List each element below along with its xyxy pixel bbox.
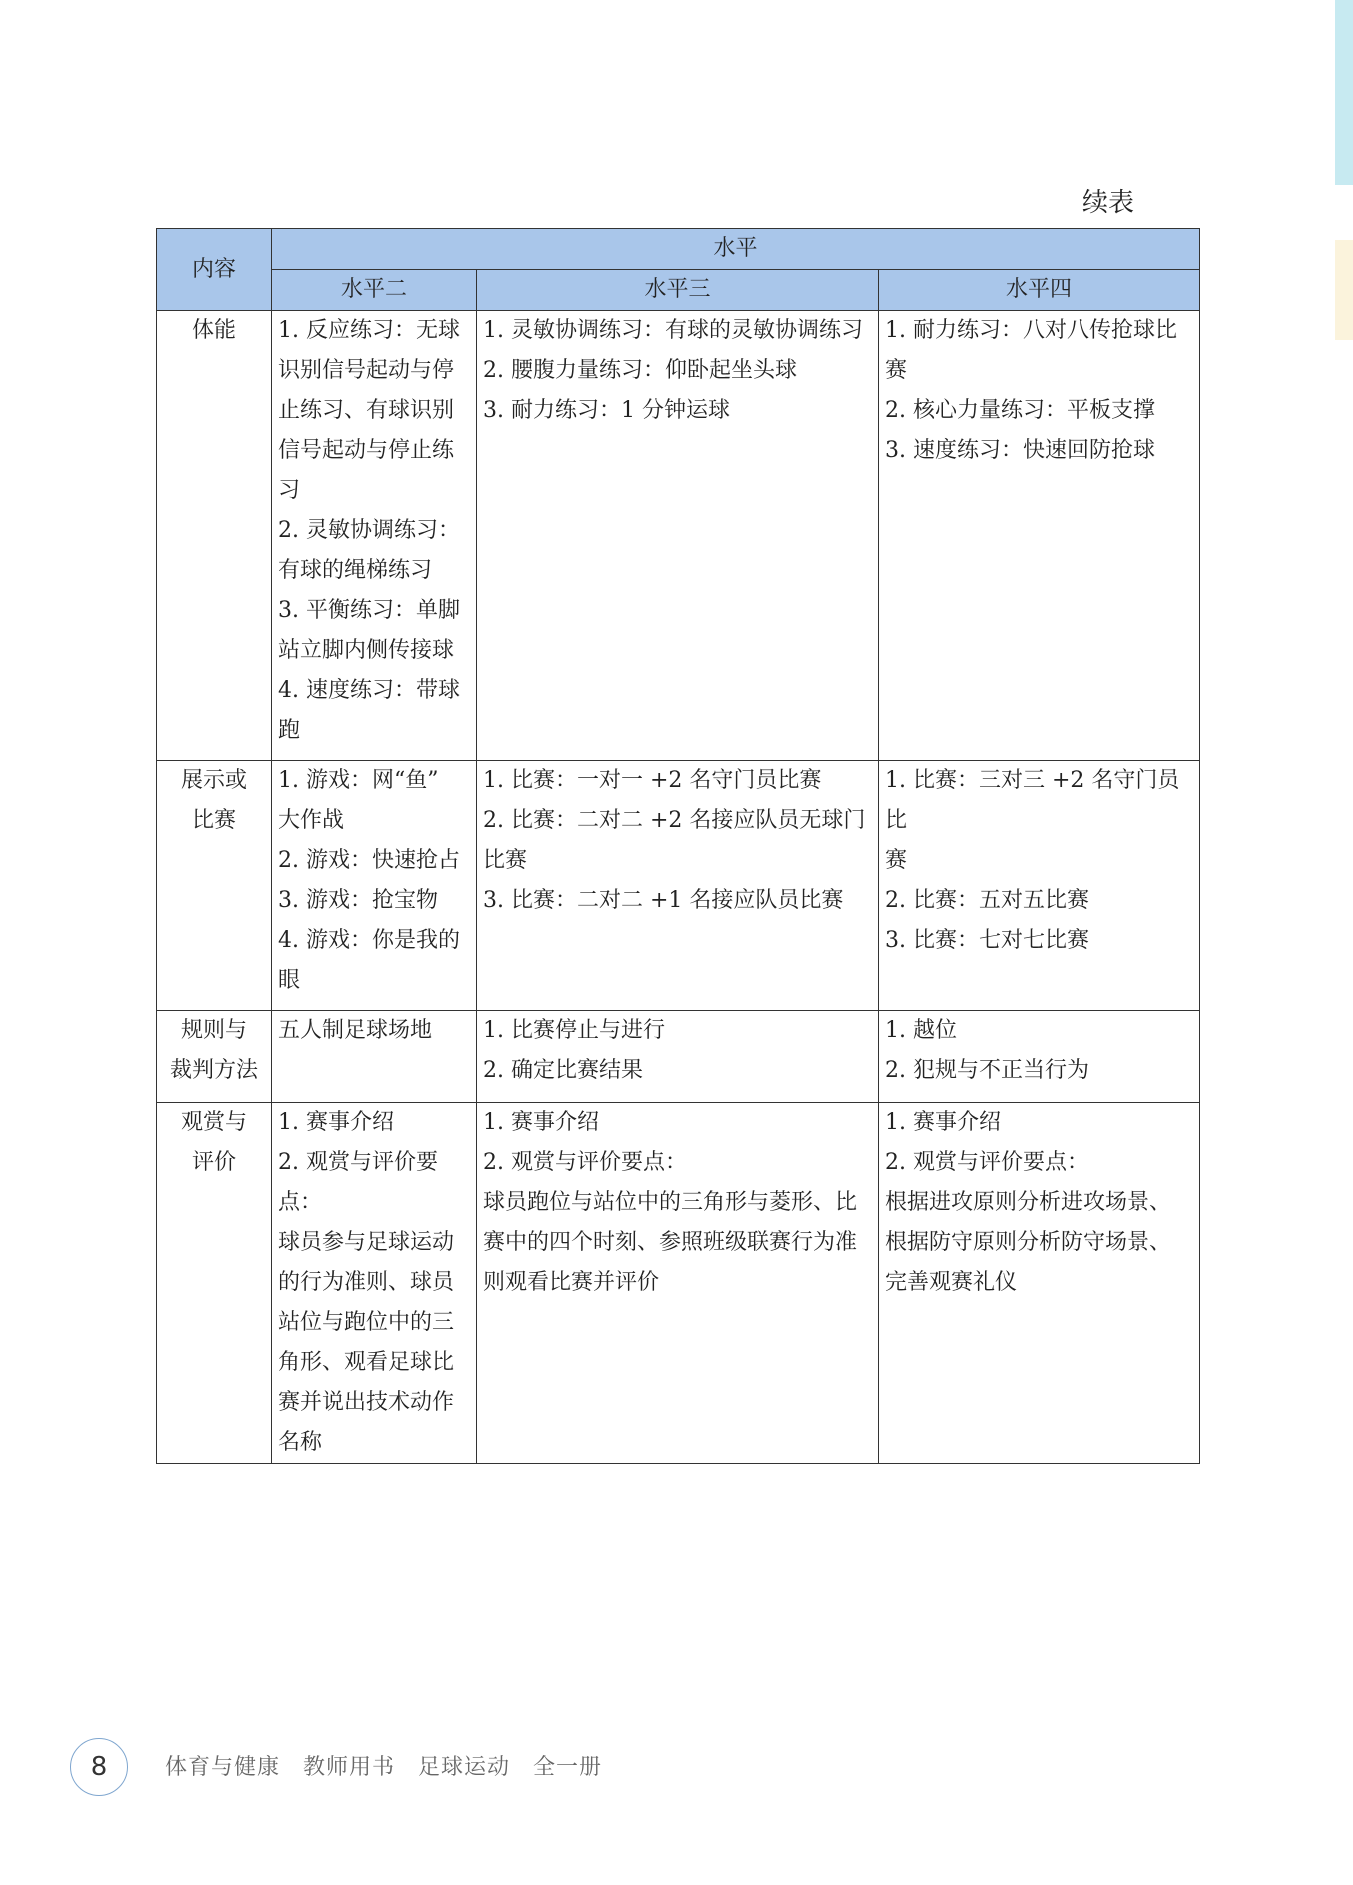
cell-line: 4. 速度练习：带球 xyxy=(278,678,460,703)
cell-line: 站立脚内侧传接球 xyxy=(278,638,455,663)
row-label xyxy=(157,761,272,1011)
cell-line: 1. 反应练习：无球 xyxy=(278,318,460,343)
cell-line: 3. 比赛：二对二 +1 名接应队员比赛 xyxy=(483,888,844,913)
table-row xyxy=(157,1103,1200,1464)
row-label-line: 体能 xyxy=(191,318,236,343)
row-label-line: 展示或 xyxy=(180,768,247,793)
header-level-group: 水平 xyxy=(272,229,1200,270)
curriculum-table xyxy=(156,228,1200,1464)
page-number-circle xyxy=(70,1738,128,1796)
cell-line: 2. 腰腹力量练习：仰卧起坐头球 xyxy=(483,358,797,383)
table-cell xyxy=(272,761,477,1011)
cell-line: 根据进攻原则分析进攻场景、 xyxy=(885,1190,1172,1215)
table-cell xyxy=(272,1011,477,1103)
cell-line: 3. 平衡练习：单脚 xyxy=(278,598,460,623)
cell-line: 2. 比赛：二对二 +2 名接应队员无球门 xyxy=(483,808,866,833)
table-row xyxy=(157,311,1200,761)
header-level-3: 水平三 xyxy=(477,270,879,311)
cell-line: 比赛 xyxy=(483,848,528,873)
cell-line: 赛 xyxy=(885,358,908,383)
cell-line: 跑 xyxy=(278,718,301,743)
row-label-line: 评价 xyxy=(191,1150,236,1175)
book-title: 体育与健康 教师用书 足球运动 全一册 xyxy=(165,1755,603,1780)
cell-line: 1. 灵敏协调练习：有球的灵敏协调练习 xyxy=(483,318,863,343)
cell-line: 1. 游戏：网“鱼” xyxy=(278,768,439,793)
table-row xyxy=(157,761,1200,1011)
cell-line: 止练习、有球识别 xyxy=(278,398,455,423)
table-cell xyxy=(879,311,1200,761)
cell-line: 名称 xyxy=(278,1430,323,1455)
cell-line: 1. 越位 xyxy=(885,1018,957,1043)
cell-line: 赛 xyxy=(885,848,908,873)
row-label xyxy=(157,1011,272,1103)
table-cell xyxy=(477,1011,879,1103)
cell-line: 角形、观看足球比 xyxy=(278,1350,455,1375)
cell-line: 完善观赛礼仪 xyxy=(885,1270,1018,1295)
table-cell xyxy=(477,311,879,761)
cell-line: 2. 观赏与评价要点： xyxy=(483,1150,687,1175)
table-cell xyxy=(272,311,477,761)
header-level-2: 水平二 xyxy=(272,270,477,311)
cell-line: 五人制足球场地 xyxy=(278,1018,433,1043)
cell-line: 3. 耐力练习：1 分钟运球 xyxy=(483,398,730,423)
cell-line: 根据防守原则分析防守场景、 xyxy=(885,1230,1172,1255)
table-cell xyxy=(879,1103,1200,1464)
cell-line: 2. 灵敏协调练习： xyxy=(278,518,460,543)
page-number: 8 xyxy=(90,1752,108,1782)
table-header-row-2 xyxy=(157,270,1200,311)
cell-line: 3. 速度练习：快速回防抢球 xyxy=(885,438,1155,463)
table-body xyxy=(157,311,1200,1464)
continued-label: 续表 xyxy=(1082,188,1135,218)
row-label-line: 规则与 xyxy=(180,1018,247,1043)
cell-line: 信号起动与停止练 xyxy=(278,438,455,463)
table-cell xyxy=(477,761,879,1011)
cell-line: 2. 核心力量练习：平板支撑 xyxy=(885,398,1155,423)
cell-line: 1. 赛事介绍 xyxy=(483,1110,599,1135)
table-cell xyxy=(272,1103,477,1464)
row-label-line: 裁判方法 xyxy=(169,1058,258,1083)
cell-line: 2. 观赏与评价要点： xyxy=(278,1150,438,1215)
cell-line: 1. 赛事介绍 xyxy=(278,1110,394,1135)
cell-line: 识别信号起动与停 xyxy=(278,358,455,383)
cell-line: 2. 观赏与评价要点： xyxy=(885,1150,1089,1175)
cell-line: 眼 xyxy=(278,968,301,993)
cell-line: 2. 犯规与不正当行为 xyxy=(885,1058,1089,1083)
cell-line: 赛并说出技术动作 xyxy=(278,1390,455,1415)
row-label xyxy=(157,311,272,761)
side-tab-blue xyxy=(1335,0,1353,185)
header-level-4: 水平四 xyxy=(879,270,1200,311)
row-label-line: 观赏与 xyxy=(180,1110,247,1135)
side-tab-cream xyxy=(1335,240,1353,340)
cell-line: 4. 游戏：你是我的 xyxy=(278,928,460,953)
cell-line: 2. 确定比赛结果 xyxy=(483,1058,643,1083)
cell-line: 1. 赛事介绍 xyxy=(885,1110,1001,1135)
table-cell xyxy=(879,761,1200,1011)
cell-line: 3. 游戏：抢宝物 xyxy=(278,888,438,913)
table-header-row-1 xyxy=(157,229,1200,270)
cell-line: 的行为准则、球员 xyxy=(278,1270,455,1295)
table-cell xyxy=(879,1011,1200,1103)
row-label-line: 比赛 xyxy=(191,808,236,833)
cell-line: 1. 比赛：三对三 +2 名守门员比 xyxy=(885,768,1180,833)
cell-line: 习 xyxy=(278,478,301,503)
row-label xyxy=(157,1103,272,1464)
cell-line: 大作战 xyxy=(278,808,345,833)
cell-line: 赛中的四个时刻、参照班级联赛行为准 xyxy=(483,1230,858,1255)
cell-line: 2. 游戏：快速抢占 xyxy=(278,848,460,873)
cell-line: 3. 比赛：七对七比赛 xyxy=(885,928,1089,953)
cell-line: 1. 比赛：一对一 +2 名守门员比赛 xyxy=(483,768,822,793)
cell-line: 1. 耐力练习：八对八传抢球比 xyxy=(885,318,1177,343)
cell-line: 1. 比赛停止与进行 xyxy=(483,1018,665,1043)
header-content: 内容 xyxy=(157,229,272,311)
table-cell xyxy=(477,1103,879,1464)
cell-line: 站位与跑位中的三 xyxy=(278,1310,455,1335)
table-row xyxy=(157,1011,1200,1103)
cell-line: 2. 比赛：五对五比赛 xyxy=(885,888,1089,913)
cell-line: 则观看比赛并评价 xyxy=(483,1270,660,1295)
cell-line: 球员参与足球运动 xyxy=(278,1230,455,1255)
cell-line: 有球的绳梯练习 xyxy=(278,558,433,583)
cell-line: 球员跑位与站位中的三角形与菱形、比 xyxy=(483,1190,858,1215)
